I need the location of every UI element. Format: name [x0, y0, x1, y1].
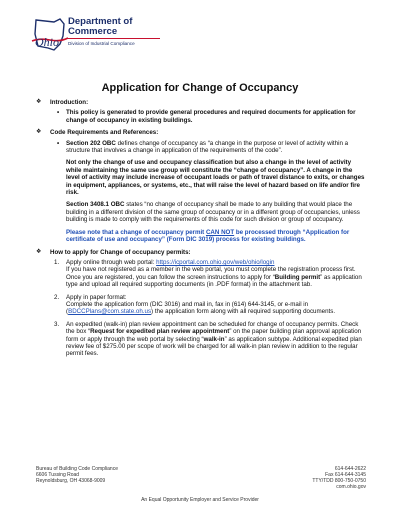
item3-text-b: ” on the paper building plan approval application form or apply through the web portal by selecting “ — [66, 328, 362, 343]
ohio-commerce-logo — [30, 16, 180, 56]
item3-text-c: ” as application subtype. Additional expedited plan review fee of $275.00 per scope of work will be charged for all walk-in plan review in addition to the regular permit fees. — [66, 335, 362, 358]
item2-text-a: Apply in paper format: — [66, 293, 127, 301]
item3-walk-in: walk-in — [203, 335, 225, 343]
division-name: Division of Industrial Compliance — [68, 41, 135, 46]
footer-phone: 614-644-2622 — [334, 466, 366, 472]
intro-text: This policy is generated to provide general procedures and required documents for application for change of occupancy in existing buildings. — [66, 109, 356, 124]
bullet-dot-icon: • — [57, 109, 60, 117]
section-3408-text: states “no change of occupancy shall be made to any building that would place the building in a different division of the same group of occupancy or in a different group of occupancies, unless building is made to comply with the requirements of this code for such division or group of occupancy. — [66, 201, 360, 224]
email-link[interactable]: BDCCPlans@com.state.oh.us — [68, 308, 152, 316]
item1-text-b: If you have not registered as a member in the web portal, you must complete the registration process first. Once you are registered, you can follow the screen instructions to apply for “ — [66, 266, 356, 281]
change-of-occupancy-bold-paragraph: Not only the change of use and occupancy classification but also a change in the level of activity while maintaining the same use group will constitute the “change of occupancy”. A change in the level of activity may include increase of occupant loads or path of travel distance to exits, or changes in equipment, appliances, or systems, etc., that will raise the level of hazard based on life and/or fire risk. — [66, 159, 365, 197]
ohio-state-icon — [30, 16, 70, 56]
diamond-bullet-icon: ❖ — [36, 248, 42, 255]
item3-expedited-request: Request for expedited plan review appointment — [90, 328, 230, 336]
footer-tty: TTY/TDD 800-750-0750 — [312, 478, 366, 484]
intro-bullet — [36, 109, 366, 124]
item3-text-a: An expedited (walk-in) plan review appointment can be scheduled for change of occupancy permits. Check the box “ — [66, 320, 359, 336]
note-cannot: CAN NOT — [205, 228, 235, 236]
dept-line-2: Commerce — [68, 26, 118, 37]
apply-option-expedited — [36, 321, 366, 358]
footer-line: 6606 Tussing Road — [36, 472, 80, 478]
item-number: 1. — [54, 258, 60, 266]
diamond-bullet-icon: ❖ — [36, 99, 42, 105]
item1-building-permit: Building permit — [274, 273, 321, 281]
ohio-script-text: Ohio — [35, 35, 59, 49]
footer-line: Reynoldsburg, OH 43068-9009 — [36, 478, 106, 484]
department-name — [68, 17, 132, 37]
section-3408-paragraph — [36, 201, 366, 223]
section-202-bullet — [36, 140, 366, 155]
footer-line: Bureau of Building Code Compliance — [36, 466, 118, 472]
footer-fax: Fax 614-644-3145 — [325, 472, 366, 478]
section-heading: Code Requirements and References: — [50, 129, 159, 137]
document-body — [36, 99, 366, 363]
section-how-to-apply — [36, 249, 366, 256]
dept-line-1: Department of — [68, 16, 133, 27]
section-202-label: Section 202 OBC — [66, 139, 116, 147]
item1-text-c: ” as application type and upload all required supporting documents (in .PDF format) in the attachment tab. — [66, 273, 362, 289]
section-202-text: defines change of occupancy as “a change in the purpose or level of activity within a structure that involves a change in application of the requirements of the code”. — [66, 139, 349, 155]
note-text-a: Please note that a change of occupancy permit — [66, 228, 206, 236]
note-text-b: be processed through “Application for certificate of use and occupancy” (Form DIC 3019) process for existing buildings. — [66, 228, 350, 244]
section-heading: Introduction: — [50, 99, 89, 106]
logo-divider — [68, 38, 160, 39]
item2-text-b: Complete the application form (DIC 3016) and mail in, fax in (614) 644-3145, or e-mail in ( — [66, 300, 309, 316]
section-code-requirements — [36, 129, 366, 136]
item2-text-c: ) the application form along with all required supporting documents. — [151, 308, 336, 316]
section-3408-label: Section 3408.1 OBC — [66, 201, 125, 209]
item1-text-a: Apply online through web portal: — [66, 258, 157, 266]
footer-contact — [312, 466, 366, 490]
section-heading: How to apply for Change of occupancy permits: — [50, 248, 191, 256]
diamond-bullet-icon: ❖ — [36, 129, 42, 136]
bullet-dot-icon: • — [57, 139, 60, 147]
footer-address — [36, 466, 118, 484]
apply-option-paper — [36, 294, 366, 316]
page-title: Application for Change of Occupancy — [101, 82, 299, 94]
footer-website: com.ohio.gov — [336, 484, 366, 490]
note-paragraph — [36, 229, 366, 244]
apply-option-online — [36, 259, 366, 289]
section-introduction — [36, 99, 366, 106]
equal-opportunity-statement: An Equal Opportunity Employer and Service Provider — [141, 497, 259, 503]
item-number: 2. — [54, 293, 60, 301]
web-portal-link[interactable]: https://icportal.com.ohio.gov/web/ohio/login — [156, 258, 275, 266]
item-number: 3. — [54, 320, 60, 328]
